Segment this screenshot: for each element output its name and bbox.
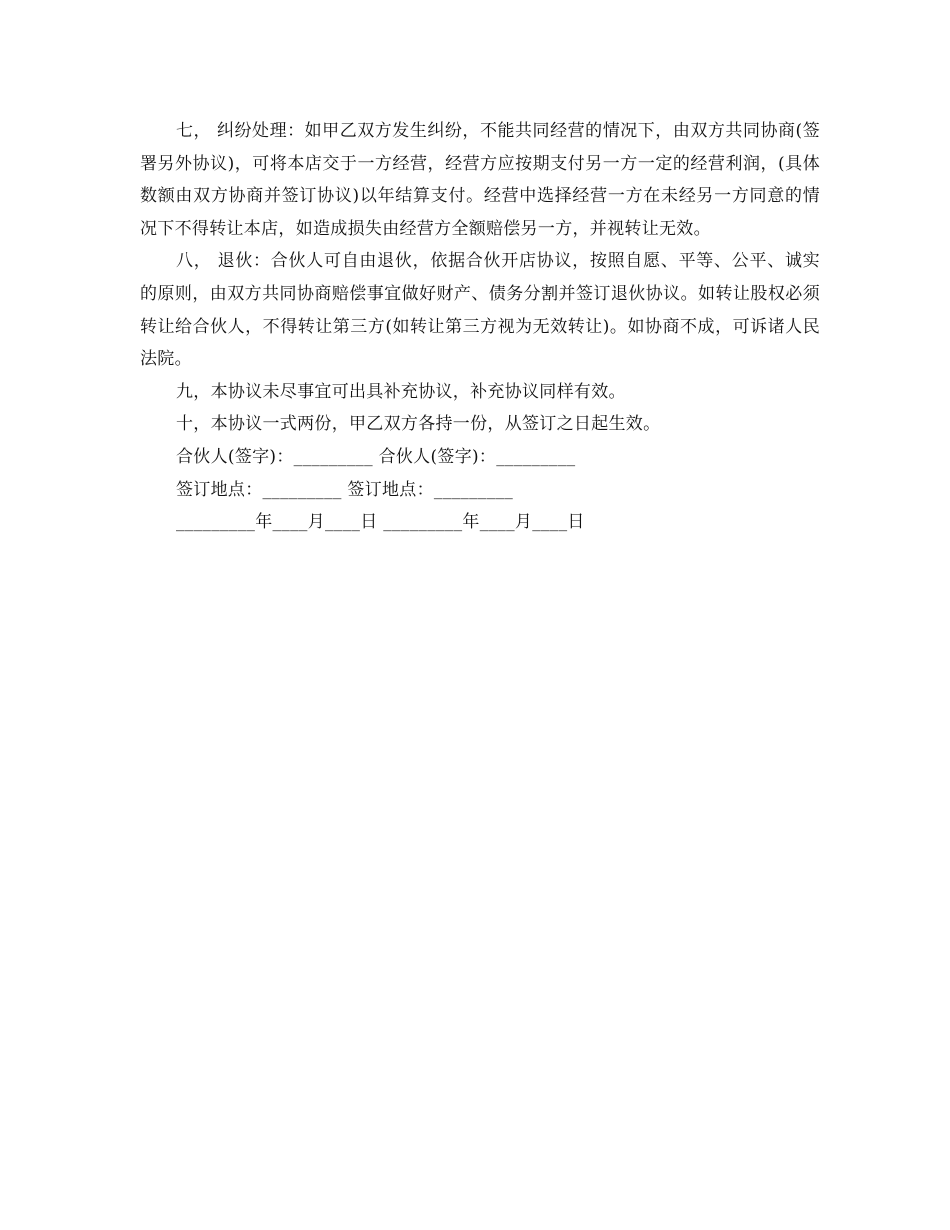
clause-10-copies: 十，本协议一式两份，甲乙双方各持一份，从签订之日起生效。 xyxy=(176,414,661,435)
signing-date-line: _________年____月____日 _________年____月____日 xyxy=(176,512,585,533)
signature-line: 合伙人(签字)：_________ 合伙人(签字)：_________ xyxy=(176,446,576,467)
clause-7-dispute-resolution: 七， 纠纷处理：如甲乙双方发生纠纷，不能共同经营的情况下，由双方共同协商(签署另外协议)，可将本店交于一方经营，经营方应按期支付另一方一定的经营利润，(具体数额由双方协商并签订协议)以年结算支付。经营中选择经营一方在未经另一方同意的情况下不得转让本店，如造成损失由经营方全额赔偿另一方，并视转让无效。 xyxy=(140,121,820,239)
clause-9-supplementary: 九，本协议未尽事宜可出具补充协议，补充协议同样有效。 xyxy=(176,381,626,402)
signing-place-line: 签订地点：_________ 签订地点：_________ xyxy=(176,479,514,500)
clause-8-withdrawal: 八， 退伙：合伙人可自由退伙，依据合伙开店协议，按照自愿、平等、公平、诚实的原则，由双方共同协商赔偿事宜做好财产、债务分割并签订退伙协议。如转让股权必须转让给合伙人，不得转让第三方(如转让第三方视为无效转让)。如协商不成，可诉诸人民法院。 xyxy=(140,251,820,370)
document-page xyxy=(140,115,820,539)
